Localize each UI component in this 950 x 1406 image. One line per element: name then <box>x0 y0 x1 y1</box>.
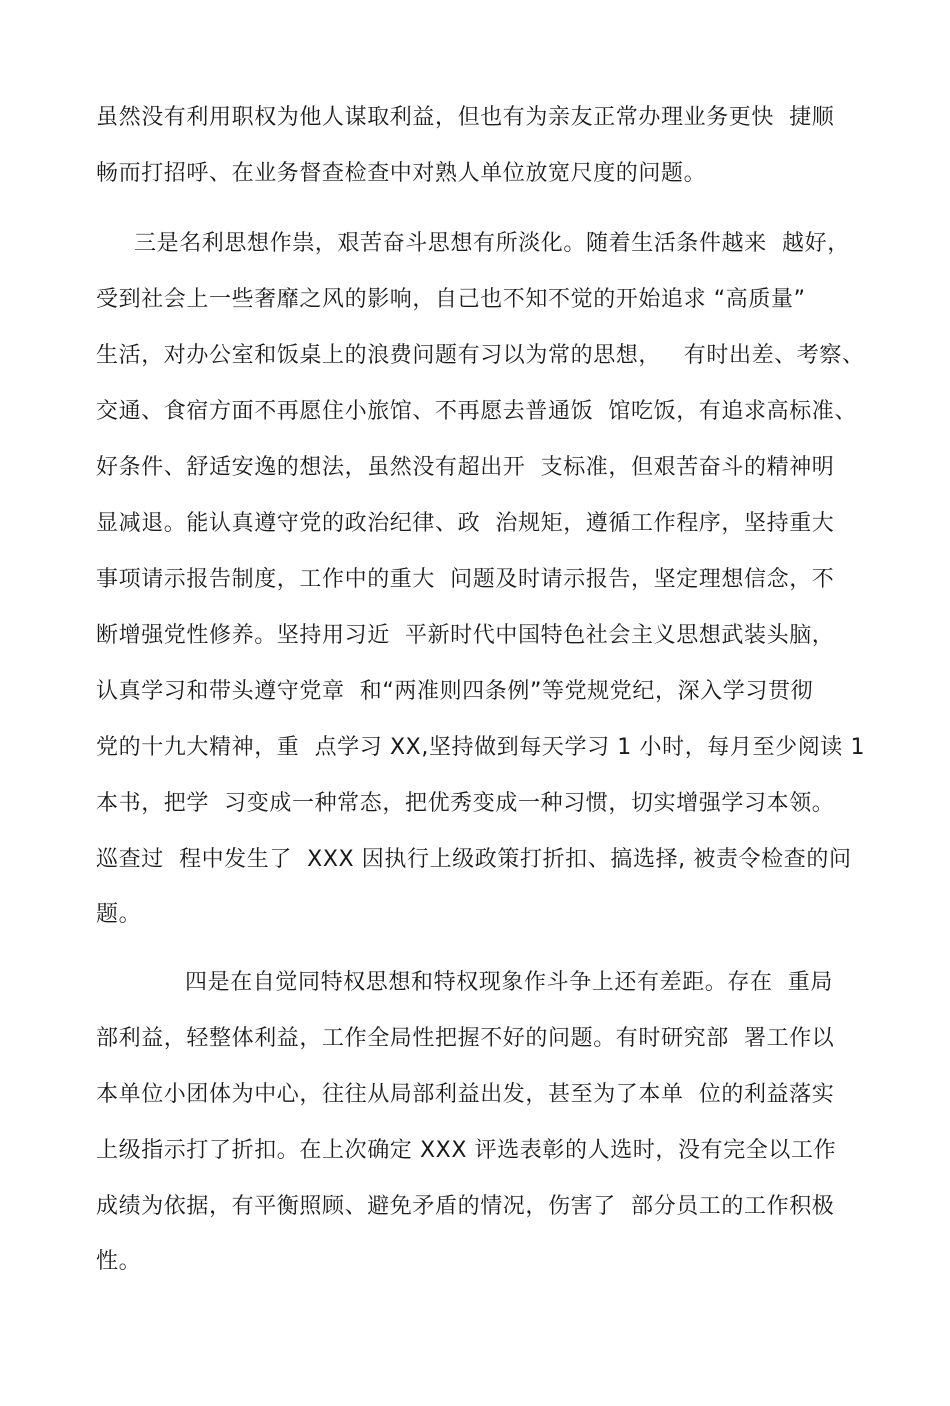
text-line: 受到社会上一些奢靡之风的影响，自己也不知不觉的开始追求 “高质量” <box>96 287 806 312</box>
text-line: 巡查过 程中发生了 XXX 因执行上级政策打折扣、搞选择, 被责令检查的问 <box>96 847 852 872</box>
text-line: 畅而打招呼、在业务督查检查中对熟人单位放宽尺度的问题。 <box>96 161 707 186</box>
text-line: 性。 <box>96 1249 142 1274</box>
text-line: 四是在自觉同特权思想和特权现象作斗争上还有差距。存在 重局 <box>185 970 833 995</box>
text-line: 交通、食宿方面不再愿住小旅馆、不再愿去普通饭 馆吃饭，有追求高标准、 <box>96 399 857 424</box>
text-line: 题。 <box>96 902 142 927</box>
text-line: 生活，对办公室和饭桌上的浪费问题有习以为常的思想， 有时出差、考察、 <box>96 343 865 368</box>
text-line: 本单位小团体为中心，往往从局部利益出发，甚至为了本单 位的利益落实 <box>96 1082 835 1107</box>
text-line: 三是名利思想作祟，艰苦奋斗思想有所淡化。随着生活条件越来 越好， <box>134 231 850 256</box>
text-line: 虽然没有利用职权为他人谋取利益，但也有为亲友正常办理业务更快 捷顺 <box>96 105 835 130</box>
text-line: 本书，把学 习变成一种常态，把优秀变成一种习惯，切实增强学习本领。 <box>96 791 835 816</box>
text-line: 显减退。能认真遵守党的政治纪律、政 治规矩，遵循工作程序，坚持重大 <box>96 511 835 536</box>
text-line: 上级指示打了折扣。在上次确定 XXX 评选表彰的人选时，没有完全以工作 <box>96 1138 837 1163</box>
text-line: 成绩为依据，有平衡照顾、避免矛盾的情况，伤害了 部分员工的工作积极 <box>96 1194 835 1219</box>
text-line: 好条件、舒适安逸的想法，虽然没有超出开 支标准，但艰苦奋斗的精神明 <box>96 455 835 480</box>
text-line: 党的十九大精神，重 点学习 XX,坚持做到每天学习 1 小时，每月至少阅读 1 <box>96 735 866 760</box>
text-line: 认真学习和带头遵守党章 和“两准则四条例”等党规党纪，深入学习贯彻 <box>96 679 814 704</box>
text-line: 断增强党性修养。坚持用习近 平新时代中国特色社会主义思想武装头脑， <box>96 623 835 648</box>
text-line: 部利益，轻整体利益，工作全局性把握不好的问题。有时研究部 署工作以 <box>96 1026 835 1051</box>
text-line: 事项请示报告制度，工作中的重大 问题及时请示报告，坚定理想信念，不 <box>96 567 835 592</box>
